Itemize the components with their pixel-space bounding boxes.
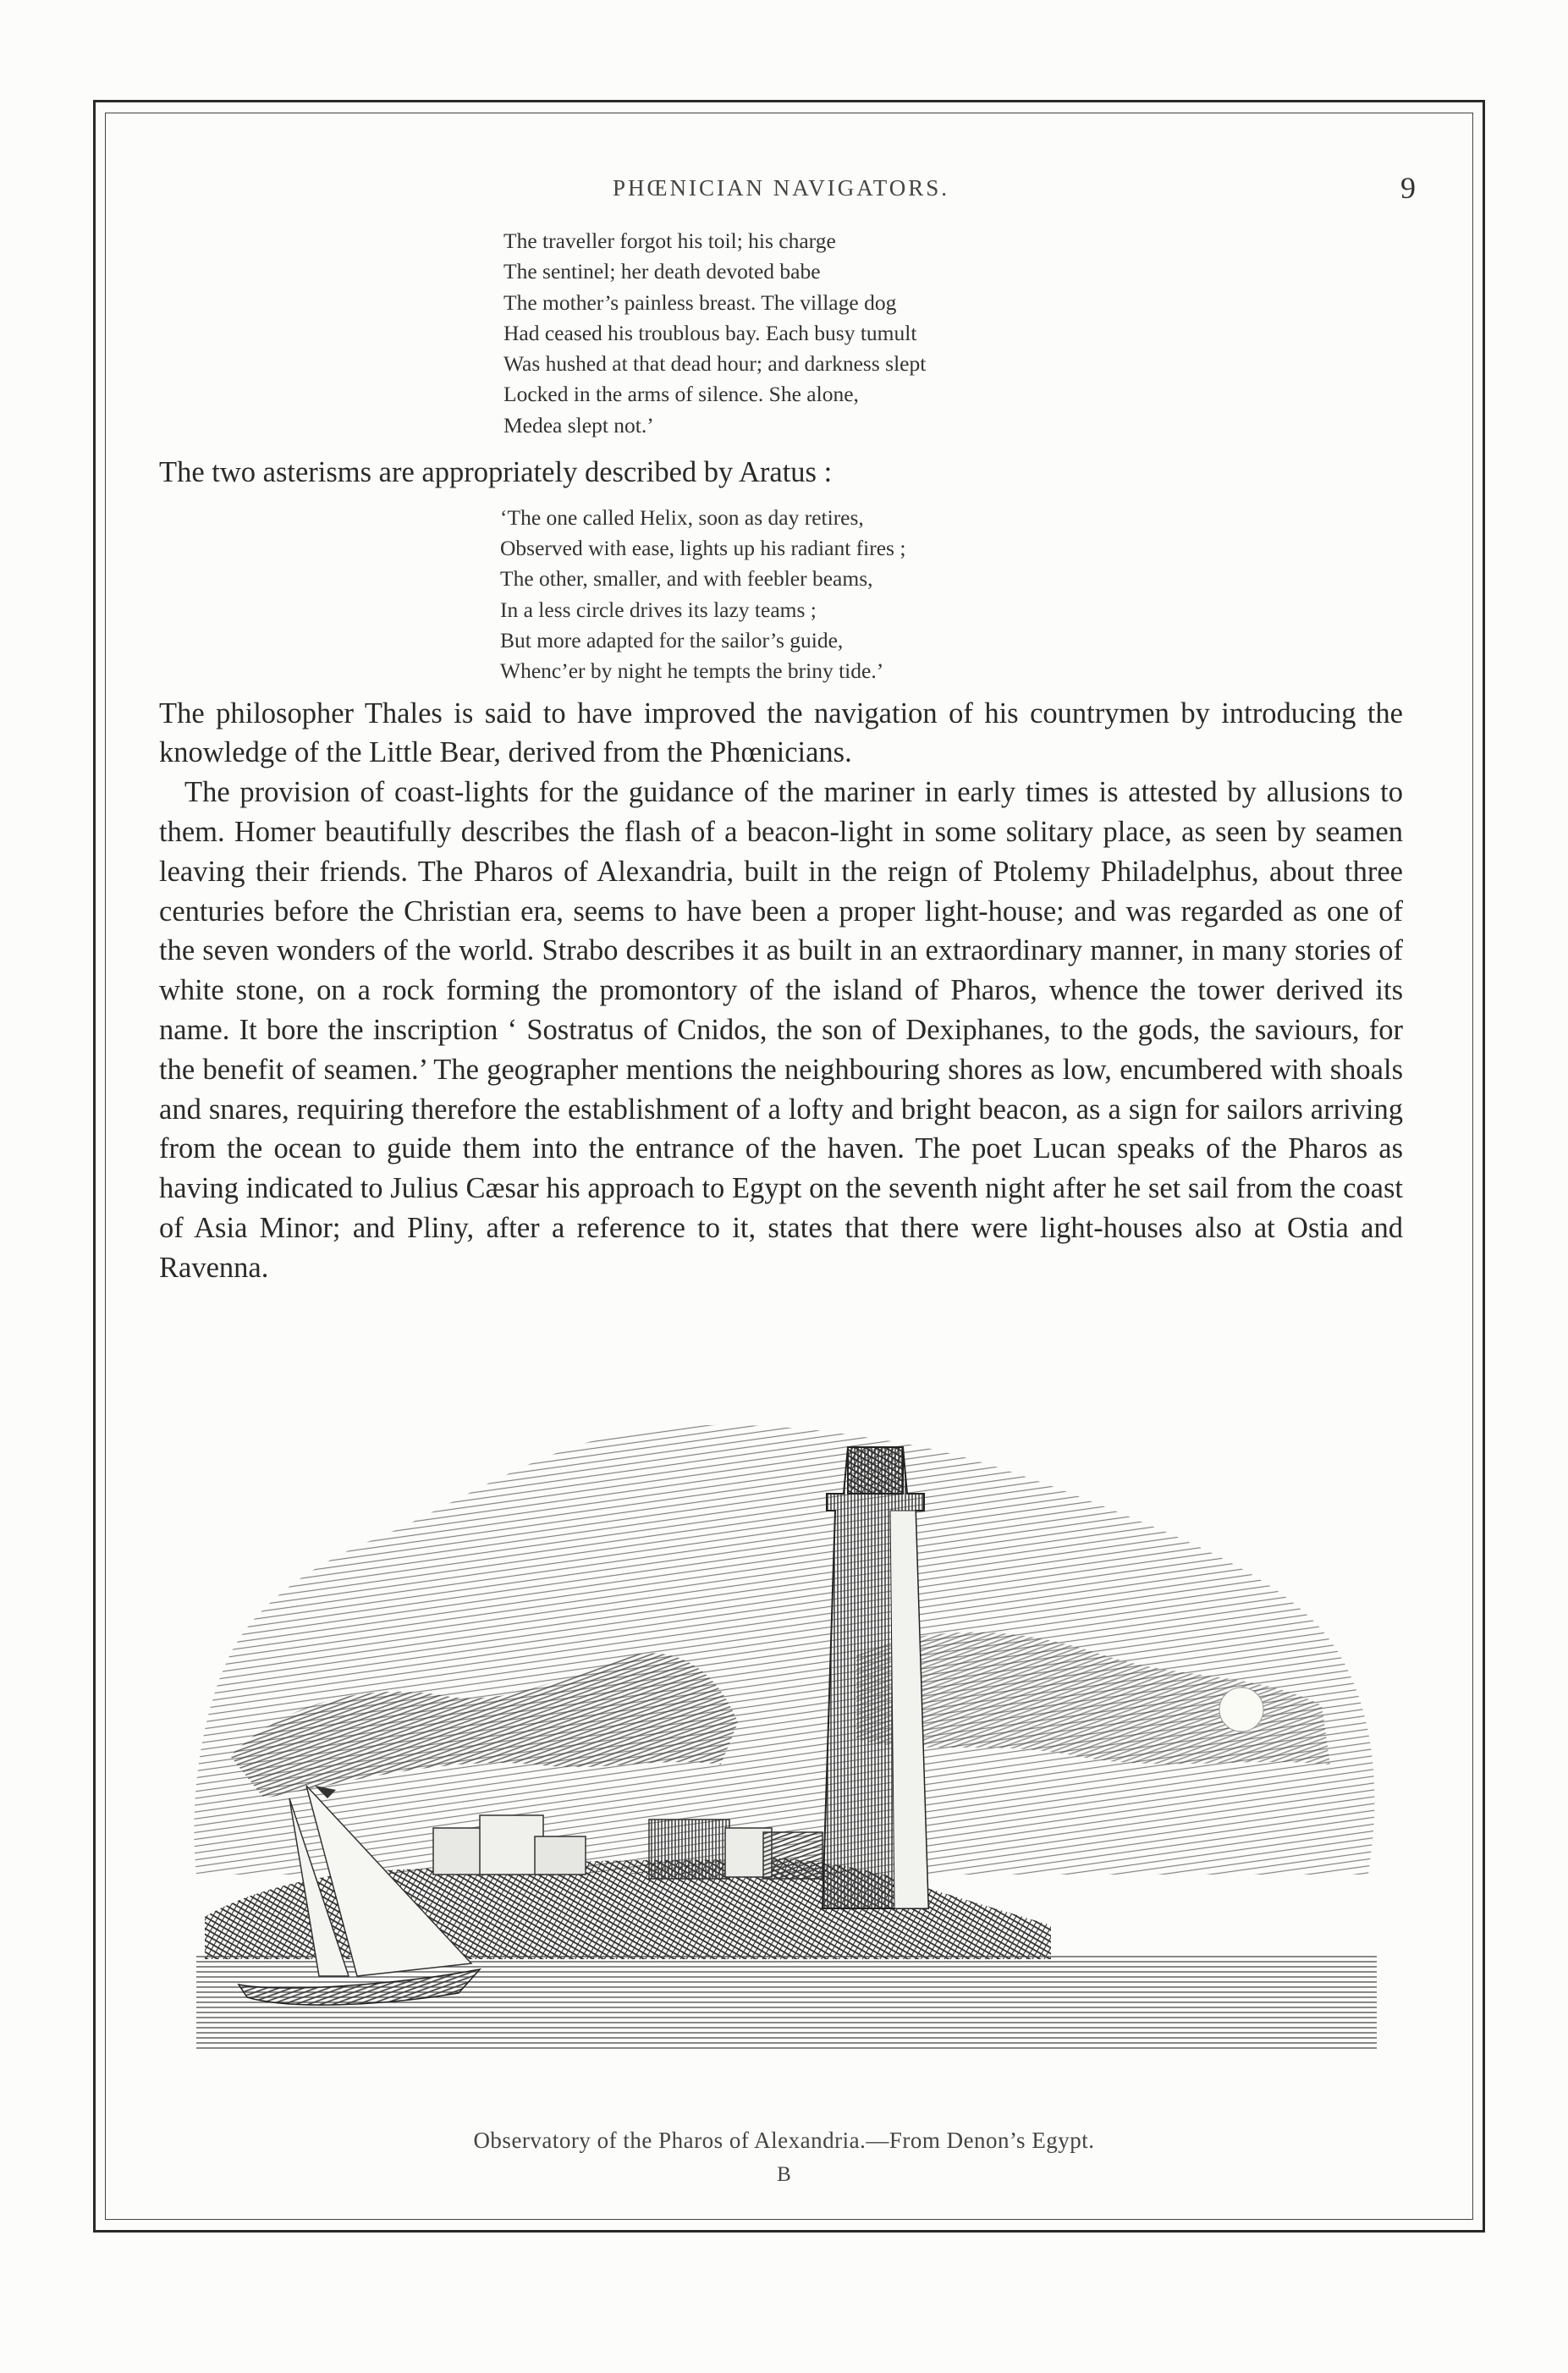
running-title: PHŒNICIAN NAVIGATORS. (612, 175, 950, 201)
verse-line: Medea slept not.’ (503, 412, 654, 438)
engraving-illustration (179, 1401, 1391, 2120)
running-head (159, 165, 1416, 212)
verse-line: In a less circle drives its lazy teams ; (500, 597, 817, 622)
intro-line: The two asterisms are appropriately described by Aratus : (159, 456, 833, 489)
verse-quotation-medea (503, 226, 1403, 441)
building (433, 1828, 484, 1875)
verse-line: ‘The one called Helix, soon as day retires, (500, 504, 864, 530)
lighthouse-lantern (848, 1447, 903, 1494)
building (480, 1815, 543, 1875)
illustration-caption: Observatory of the Pharos of Alexandria.—From Denon’s Egypt. (473, 2128, 1095, 2153)
building (535, 1836, 586, 1875)
pharos-engraving (179, 1401, 1391, 2120)
verse-line: Locked in the arms of silence. She alone, (503, 382, 859, 407)
body-text (159, 694, 1403, 1288)
verse-line: The mother’s painless breast. The village dog (503, 289, 897, 315)
moon (1219, 1688, 1263, 1732)
verse-line: The traveller forgot his toil; his charge (503, 228, 836, 253)
building (649, 1820, 729, 1879)
page-number: 9 (1400, 171, 1416, 205)
verse-line: Whenc’er by night he tempts the briny tide.’ (500, 658, 884, 684)
paragraph-coast-lights: The provision of coast-lights for the guidance of the mariner in early times is attested by allusions to them. Homer beautifully describes the flash of a beacon-light in some solitary place, as seen by seamen leaving their friends. The Pharos of Alexandria, built in the reign of Ptolemy Philadelphus, about three centuries before the Christian era, seems to have been a proper light-house; and was regarded as one of the seven wonders of the world. Strabo describes it as built in an extraordinary manner, in many stories of white stone, on a rock forming the promontory of the island of Pharos, whence the tower derived its name. It bore the inscription ‘ Sostratus of Cnidos, the son of Dexiphanes, to the gods, the saviours, for the benefit of seamen.’ The geographer mentions the neighbouring shores as low, encumbered with shoals and snares, requiring therefore the establishment of a lofty and bright beacon, as a sign for sailors arriving from the ocean to guide them into the entrance of the haven. The poet Lucan speaks of the Pharos as having indicated to Julius Cæsar his approach to Egypt on the seventh night after he set sail from the coast of Asia Minor; and Pliny, after a reference to it, states that there were light-houses also at Ostia and Ravenna. (159, 776, 1403, 1284)
signature-mark: B (777, 2163, 791, 2186)
page-content (159, 165, 1416, 1288)
verse-line: But more adapted for the sailor’s guide, (500, 628, 844, 653)
verse-line: Observed with ease, lights up his radiant fires ; (500, 536, 906, 561)
verse-line: Was hushed at that dead hour; and darkness slept (503, 351, 927, 377)
sky-clouds (194, 1425, 1374, 1875)
verse-line: Had ceased his troublous bay. Each busy tumult (503, 320, 917, 345)
verse-line: The other, smaller, and with feebler beams, (500, 566, 873, 592)
paragraph-thales: The philosopher Thales is said to have improved the navigation of his countrymen by introducing the knowledge of the Little Bear, derived from the Phœnicians. (159, 696, 1403, 769)
verse-quotation-aratus (500, 503, 1403, 687)
building (763, 1832, 823, 1879)
verse-line: The sentinel; her death devoted babe (503, 259, 821, 284)
